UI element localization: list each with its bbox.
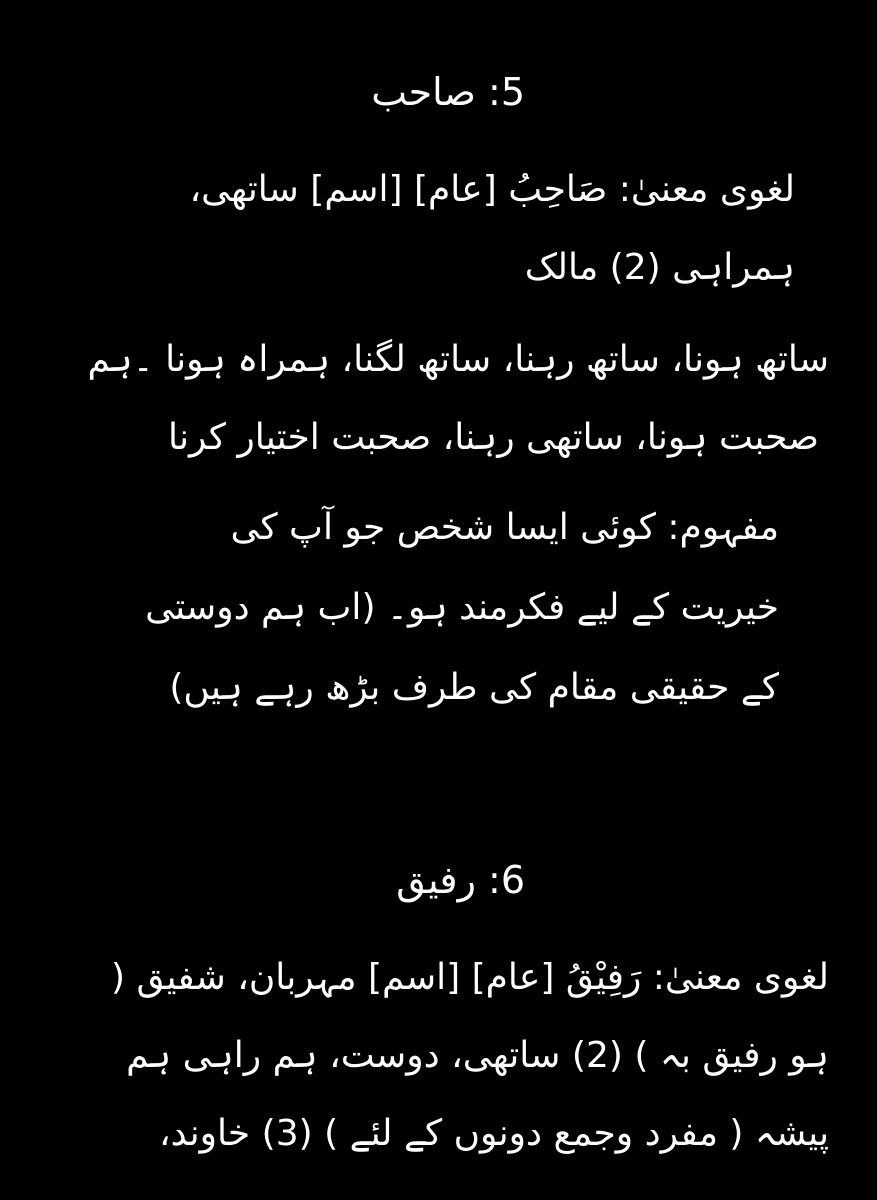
- entry-heading: 5: صاحب: [371, 70, 525, 114]
- literal-meaning-line: لغوی معنیٰ: صَاحِبُ [عام] [اسم] ساتھی،: [189, 169, 795, 210]
- literal-meaning-line: ہمراہی (2) مالک: [524, 247, 795, 288]
- concept-line: کے حقیقی مقام کی طرف بڑھ رہے ہیں): [169, 667, 779, 708]
- concept-line: مفہوم: کوئی ایسا شخص جو آپ کی: [230, 507, 779, 548]
- literal-meaning-line: پیشہ ( مفرد وجمع دونوں کے لئے ) (3) خاوند،: [159, 1113, 829, 1154]
- concept-line: خیریت کے لیے فکرمند ہو۔ (اب ہم دوستی: [145, 587, 779, 628]
- entry-heading: 6: رفیق: [396, 858, 525, 902]
- usage-line: ساتھ ہونا، ساتھ رہنا، ساتھ لگنا، ہمراہ ہونا ۔ہم: [87, 339, 829, 380]
- literal-meaning-line: لغوی معنیٰ: رَفِیْقُ [عام] [اسم] مہربان، شفیق (: [111, 957, 829, 998]
- literal-meaning-line: ہو رفیق بہ ) (2) ساتھی، دوست، ہم راہی ہم: [126, 1035, 829, 1076]
- usage-line: صحبت ہونا، ساتھی رہنا، صحبت اختیار کرنا: [167, 417, 819, 458]
